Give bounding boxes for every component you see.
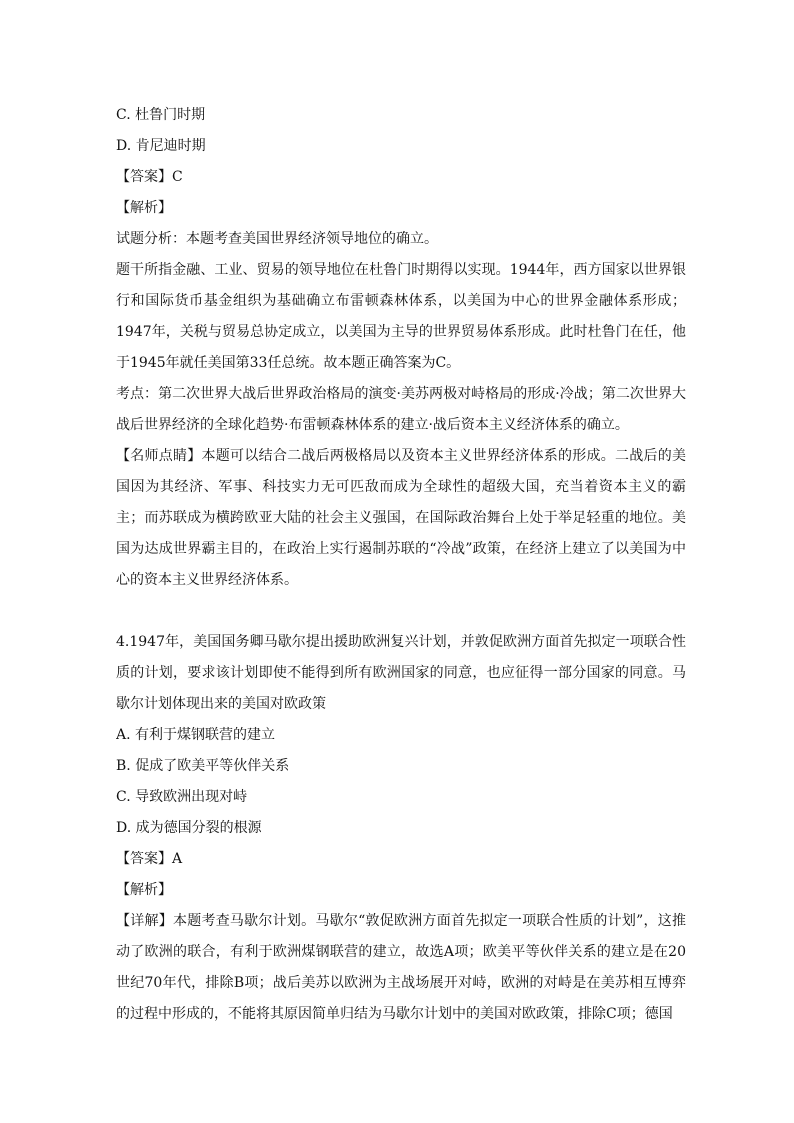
q4-detail [116, 906, 686, 1030]
q3-analysis-intro: 试题分析：本题考查美国世界经济领导地位的确立。 [116, 231, 438, 247]
mingshi-body: 本题可以结合二战后两极格局以及资本主义世界经济体系的形成。二战后的美国因为其经济、军事、科技实力无可匹敌而成为全球性的超级大国，充当着资本主义的霸主；而苏联成为横跨欧亚大陆的社会主义强国，在国际政治舞台上处于举足轻重的地位。美国为达成世界霸主目的，在政治上实行遏制苏联的“冷战”政策，在经济上建立了以美国为中心的资本主义世界经济体系。 [116, 448, 687, 588]
detail-label: 【详解】 [116, 913, 173, 929]
q4-option-a: A. 有利于煤钢联营的建立 [116, 727, 276, 743]
q3-mingshi [116, 441, 686, 596]
q4-option-c: C. 导致欧洲出现对峙 [116, 789, 248, 805]
mingshi-label: 【名师点睛】 [116, 448, 202, 464]
q3-option-d: D. 肯尼迪时期 [116, 138, 206, 154]
q3-kaodian: 考点：第二次世界大战后世界政治格局的演变·美苏两极对峙格局的形成·冷战；第二次世界大战后世界经济的全球化趋势·布雷顿森林体系的建立·战后资本主义经济体系的确立。 [116, 386, 686, 433]
answer-value: A [172, 851, 183, 867]
answer-label: 【答案】 [116, 851, 172, 867]
q4-stem: 4.1947年，美国国务卿马歇尔提出援助欧洲复兴计划，并敦促欧洲方面首先拟定一项联合性质的计划，要求该计划即使不能得到所有欧洲国家的同意，也应征得一部分国家的同意。马歇尔计划体现出来的美国对欧政策 [116, 634, 686, 712]
q4-answer [116, 844, 686, 875]
q4-option-b: B. 促成了欧美平等伙伴关系 [116, 758, 290, 774]
detail-body: 本题考查马歇尔计划。马歇尔“敦促欧洲方面首先拟定一项联合性质的计划”，这推动了欧洲的联合，有利于欧洲煤钢联营的建立，故选A项；欧美平等伙伴关系的建立是在20世纪70年代，排除B项；战后美苏以欧洲为主战场展开对峙，欧洲的对峙是在美苏相互博弈的过程中形成的，不能将其原因简单归结为马歇尔计划中的美国对欧政策，排除C项；德国 [116, 913, 686, 1022]
q3-analysis-body: 题干所指金融、工业、贸易的领导地位在杜鲁门时期得以实现。1944年，西方国家以世界银行和国际货币基金组织为基础确立布雷顿森林体系，以美国为中心的世界金融体系形成；1947年，关税与贸易总协定成立，以美国为主导的世界贸易体系形成。此时杜鲁门在任，他于1945年就任美国第33任总统。故本题正确答案为C。 [116, 262, 686, 371]
q3-answer [116, 162, 686, 193]
answer-value: C [172, 169, 183, 185]
q3-option-c: C. 杜鲁门时期 [116, 107, 206, 123]
q4-analysis-label: 【解析】 [116, 882, 172, 898]
answer-label: 【答案】 [116, 169, 172, 185]
q3-analysis-label: 【解析】 [116, 200, 172, 216]
page-content [116, 100, 686, 1030]
spacer [116, 596, 686, 627]
q4-option-d: D. 成为德国分裂的根源 [116, 820, 262, 836]
